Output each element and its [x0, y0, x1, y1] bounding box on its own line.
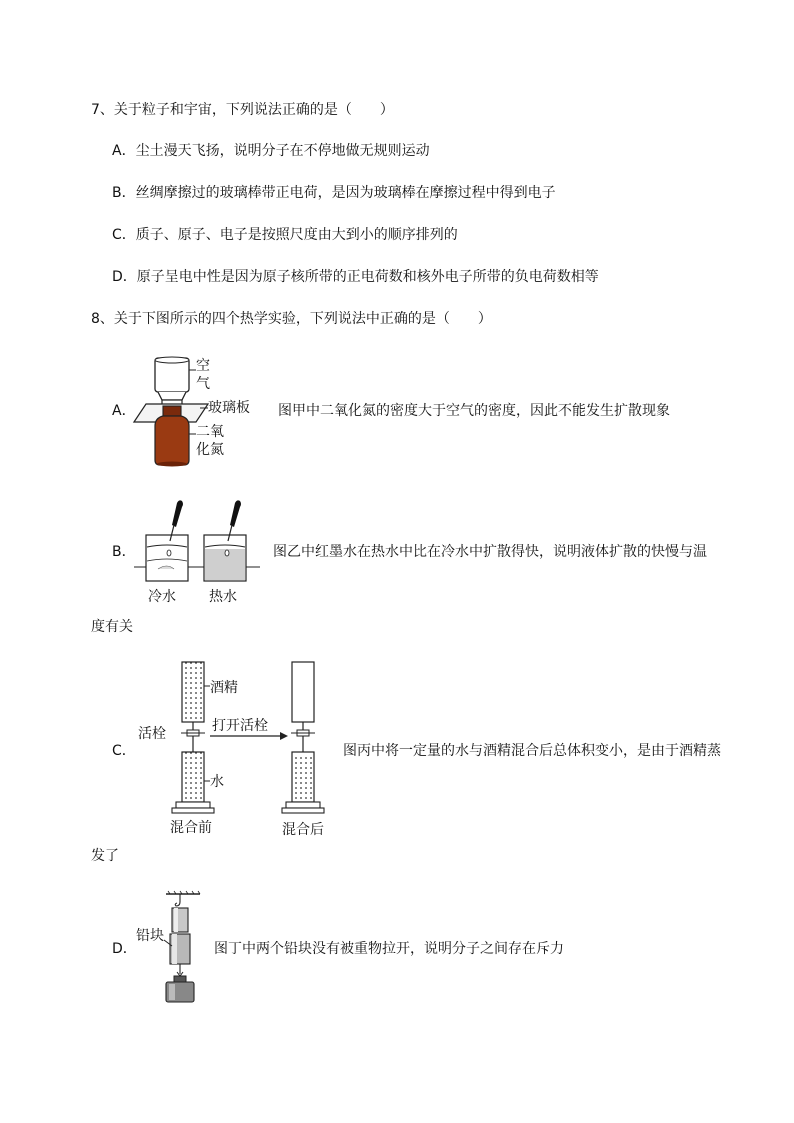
- q8-option-d-letter: D．: [112, 941, 137, 957]
- q8-option-b-text-line1: 图乙中红墨水在热水中比在冷水中扩散得快，说明液体扩散的快慢与温: [273, 544, 707, 560]
- q8-option-c-text-line2: 发了: [91, 848, 119, 864]
- q8-option-c-letter: C．: [112, 743, 136, 759]
- q8-option-d-text: 图丁中两个铅块没有被重物拉开，说明分子之间存在斥力: [214, 941, 564, 957]
- label-before-mixing: 混合前: [170, 820, 212, 836]
- q8-option-a-letter: A．: [112, 403, 136, 419]
- label-valve: 活栓: [138, 726, 166, 742]
- ink-diffusion-svg: [134, 497, 264, 585]
- lead-block-figure: [136, 890, 206, 1006]
- q7-stem: 7、关于粒子和宇宙，下列说法正确的是（ ）: [91, 102, 394, 118]
- label-open-valve: 打开活栓: [212, 718, 268, 734]
- q8-option-b-letter: B．: [112, 544, 136, 560]
- mixture-after: [293, 756, 313, 801]
- q8-option-a-text: 图甲中二氧化氮的密度大于空气的密度，因此不能发生扩散现象: [278, 403, 670, 419]
- label-air-2: 气: [196, 376, 210, 392]
- q7-option-a: A．尘土漫天飞扬，说明分子在不停地做无规则运动: [112, 143, 430, 159]
- label-glass-plate: 玻璃板: [208, 400, 250, 416]
- label-no2-2: 化氮: [196, 442, 224, 458]
- arrow-head: [280, 732, 288, 740]
- q8-stem: 8、关于下图所示的四个热学实验，下列说法中正确的是（ ）: [91, 311, 492, 327]
- label-no2-1: 二氧: [196, 424, 224, 440]
- label-hot-water: 热水: [209, 589, 237, 605]
- label-air-1: 空: [196, 358, 210, 374]
- lead-block-svg: [136, 890, 206, 1006]
- q8-option-c-text-line1: 图丙中将一定量的水与酒精混合后总体积变小，是由于酒精蒸: [343, 743, 721, 759]
- mixing-figure: [134, 656, 344, 838]
- no2-diffusion-figure: [128, 352, 268, 470]
- dropper-left: [172, 500, 183, 527]
- label-lead-block: 铅块: [136, 928, 164, 944]
- label-cold-water: 冷水: [148, 589, 176, 605]
- q7-option-b: B．丝绸摩擦过的玻璃棒带正电荷，是因为玻璃棒在摩擦过程中得到电子: [112, 185, 556, 201]
- alcohol-tube-before: [182, 662, 204, 722]
- label-after-mixing: 混合后: [282, 822, 324, 838]
- ink-diffusion-figure: [134, 497, 264, 607]
- water-tube-before: [182, 752, 204, 802]
- label-water: 水: [210, 774, 224, 790]
- cold-beaker: [146, 535, 188, 581]
- q8-option-b-text-line2: 度有关: [91, 619, 133, 635]
- q7-option-c: C．质子、原子、电子是按照尺度由大到小的顺序排列的: [112, 227, 458, 243]
- no2-bottle: [155, 416, 189, 465]
- q7-option-d: D．原子呈电中性是因为原子核所带的正电荷数和核外电子所带的负电荷数相等: [112, 269, 599, 285]
- empty-tube-after: [292, 662, 314, 722]
- dropper-right: [230, 500, 241, 527]
- label-alcohol: 酒精: [210, 680, 238, 696]
